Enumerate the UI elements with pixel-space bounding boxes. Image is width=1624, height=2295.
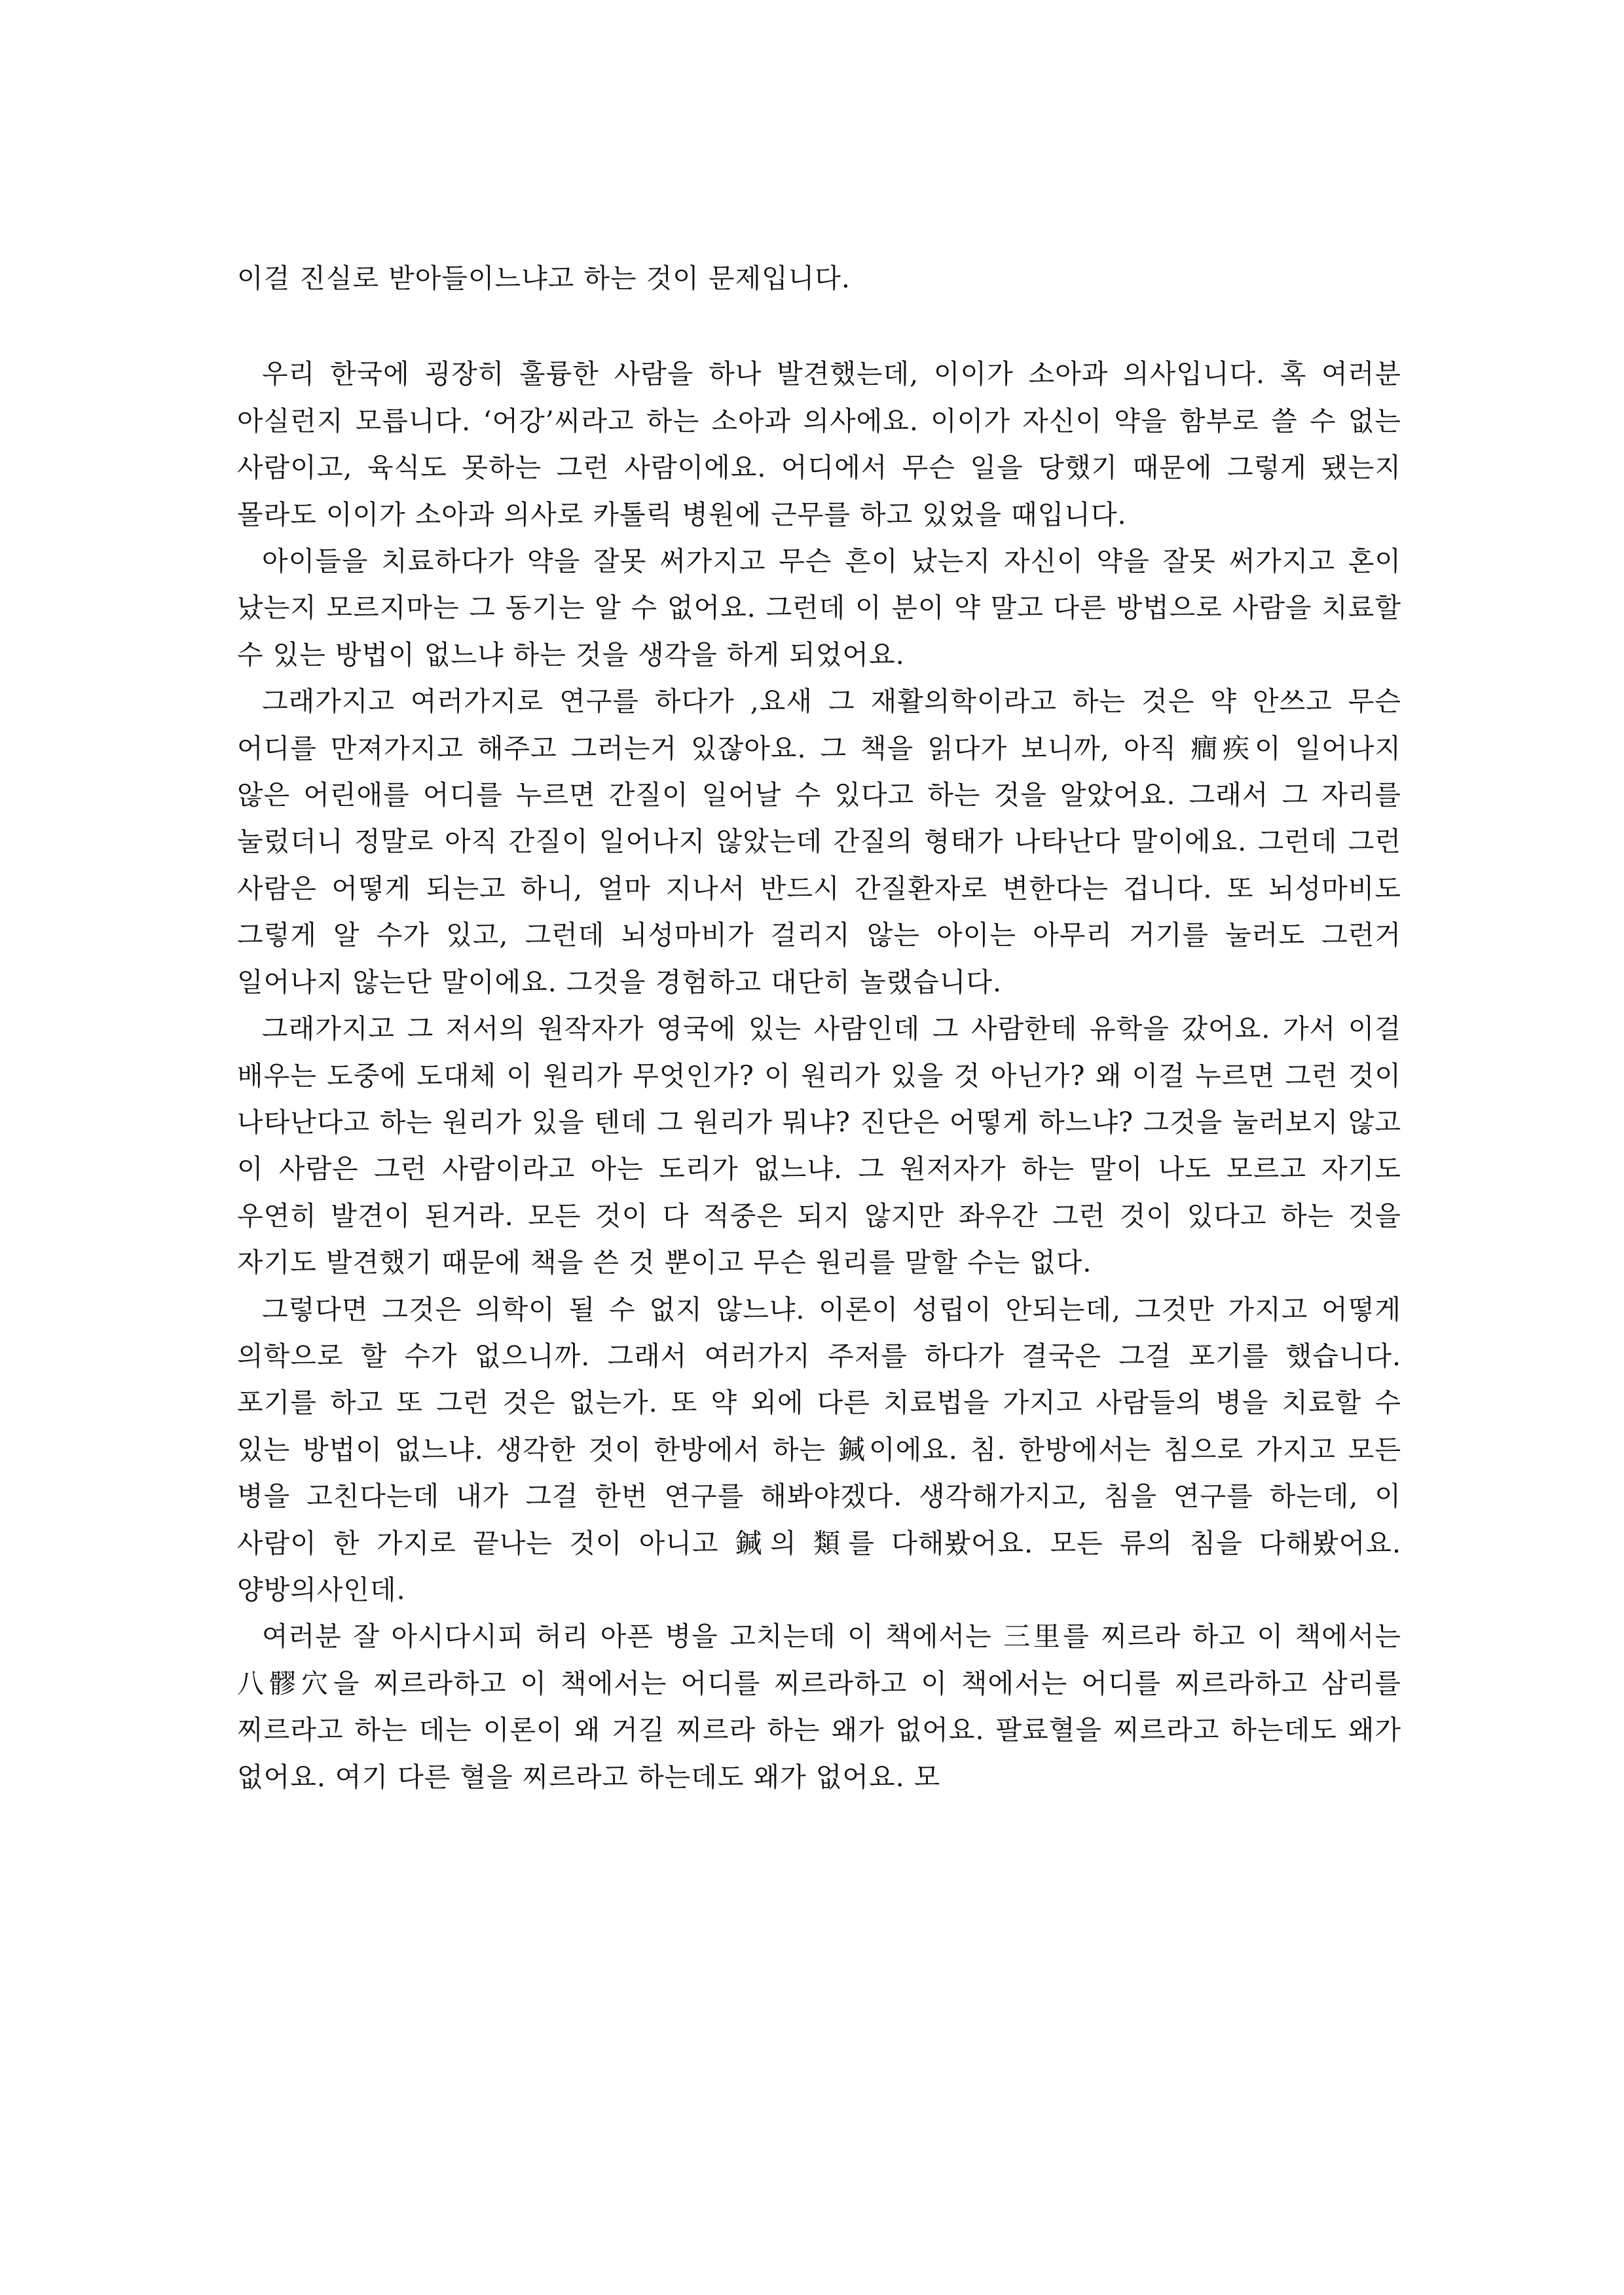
paragraph-2: 우리 한국에 굉장히 훌륭한 사람을 하나 발견했는데, 이이가 소아과 의사입니다. 혹 여러분 아실런지 모릅니다. ‘어강’씨라고 하는 소아과 의사에요. 이이가 자신이 약을 함부로 쓸 수 없는 사람이고, 육식도 못하는 그런 사람이에요. 어디에서 무슨 일을 당했기 때문에 그렇게 됐는지 몰라도 이이가 소아과 의사로 카톨릭 병원에 근무를 하고 있었을 때입니다. — [237, 358, 1401, 530]
paragraph-4: 그래가지고 여러가지로 연구를 하다가 ,요새 그 재활의학이라고 하는 것은 약 안쓰고 무슨 어디를 만져가지고 해주고 그러는거 있잖아요. 그 책을 읽다가 보니까, 아직 癎疾이 일어나지 않은 어린애를 어디를 누르면 간질이 일어날 수 있다고 하는 것을 알았어요. 그래서 그 자리를 눌렀더니 정말로 아직 간질이 일어나지 않았는데 간질의 형태가 나타난다 말이에요. 그런데 그런 사람은 어떻게 되는고 하니, 얼마 지나서 반드시 간질환자로 변한다는 겁니다. 또 뇌성마비도 그렇게 알 수가 있고, 그런데 뇌성마비가 걸리지 않는 아이는 아무리 거기를 눌러도 그런거 일어나지 않는단 말이에요. 그것을 경험하고 대단히 놀랬습니다. — [237, 686, 1401, 998]
paragraph-6: 그렇다면 그것은 의학이 될 수 없지 않느냐. 이론이 성립이 안되는데, 그것만 가지고 어떻게 의학으로 할 수가 없으니까. 그래서 여러가지 주저를 하다가 결국은 그걸 포기를 했습니다. 포기를 하고 또 그런 것은 없는가. 또 약 외에 다른 치료법을 가지고 사람들의 병을 치료할 수 있는 방법이 없느냐. 생각한 것이 한방에서 하는 鍼이에요. 침. 한방에서는 침으로 가지고 모든 병을 고친다는데 내가 그걸 한번 연구를 해봐야겠다. 생각해가지고, 침을 연구를 하는데, 이 사람이 한 가지로 끝나는 것이 아니고 鍼의 類를 다해봤어요. 모든 류의 침을 다해봤어요. 양방의사인데. — [237, 1293, 1401, 1606]
paragraph-spacer — [237, 302, 1401, 351]
paragraph-1: 이걸 진실로 받아들이느냐고 하는 것이 문제입니다. — [237, 263, 851, 294]
document-body — [237, 255, 1401, 1801]
paragraph-5: 그래가지고 그 저서의 원작자가 영국에 있는 사람인데 그 사람한테 유학을 갔어요. 가서 이걸 배우는 도중에 도대체 이 원리가 무엇인가? 이 원리가 있을 것 아닌가? 왜 이걸 누르면 그런 것이 나타난다고 하는 원리가 있을 텐데 그 원리가 뭐냐? 진단은 어떻게 하느냐? 그것을 눌러보지 않고 이 사람은 그런 사람이라고 아는 도리가 없느냐. 그 원저자가 하는 말이 나도 모르고 자기도 우연히 발견이 된거라. 모든 것이 다 적중은 되지 않지만 좌우간 그런 것이 있다고 하는 것을 자기도 발견했기 때문에 책을 쓴 것 뿐이고 무슨 원리를 말할 수는 없다. — [237, 1013, 1401, 1279]
paragraph-3: 아이들을 치료하다가 약을 잘못 써가지고 무슨 흔이 났는지 자신이 약을 잘못 써가지고 혼이 났는지 모르지마는 그 동기는 알 수 없어요. 그런데 이 분이 약 말고 다른 방법으로 사람을 치료할 수 있는 방법이 없느냐 하는 것을 생각을 하게 되었어요. — [237, 545, 1401, 670]
paragraph-7: 여러분 잘 아시다시피 허리 아픈 병을 고치는데 이 책에서는 三里를 찌르라 하고 이 책에서는 八髎穴을 찌르라하고 이 책에서는 어디를 찌르라하고 이 책에서는 어디를 찌르라하고 삼리를 찌르라고 하는 데는 이론이 왜 거길 찌르라 하는 왜가 없어요. 팔료혈을 찌르라고 하는데도 왜가 없어요. 여기 다른 혈을 찌르라고 하는데도 왜가 없어요. 모 — [237, 1621, 1401, 1793]
